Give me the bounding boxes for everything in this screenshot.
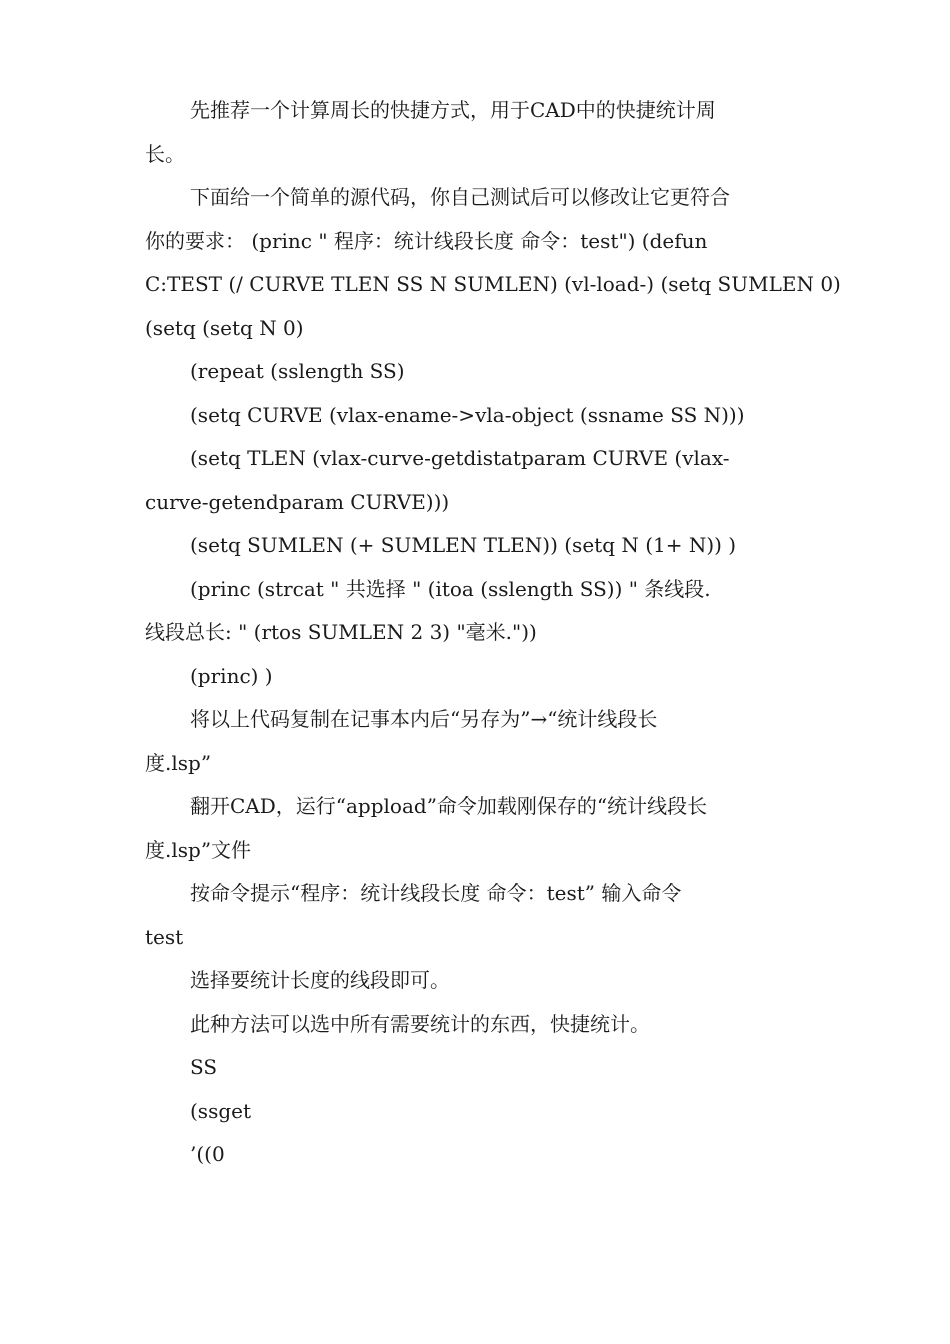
code-line: 线段总长: " (rtos SUMLEN 2 3) "毫米.")) (145, 620, 537, 644)
paragraph-line: 将以上代码复制在记事本内后“另存为”→“统计线段长 (190, 707, 658, 731)
paragraph-line: (ssget (190, 1099, 252, 1123)
paragraph-line: 选择要统计长度的线段即可。 (190, 968, 450, 992)
paragraph-line: 你的要求： (princ " 程序：统计线段长度 命令：test") (defun (145, 229, 708, 253)
code-line: (repeat (sslength SS) (190, 359, 405, 383)
code-line: (princ (strcat " 共选择 " (itoa (sslength SS)) " 条线段. (190, 577, 711, 601)
paragraph-line: 下面给一个简单的源代码，你自己测试后可以修改让它更符合 (190, 185, 730, 209)
paragraph-line: 先推荐一个计算周长的快捷方式，用于CAD中的快捷统计周 (190, 98, 716, 122)
paragraph-line: 长。 (145, 142, 185, 166)
code-line: curve-getendparam CURVE))) (145, 490, 450, 514)
paragraph-line: 此种方法可以选中所有需要统计的东西，快捷统计。 (190, 1012, 650, 1036)
paragraph-line: 度.lsp”文件 (145, 838, 252, 862)
code-line: (setq TLEN (vlax-curve-getdistatparam CURVE (vlax- (190, 446, 730, 470)
paragraph-line: 按命令提示“程序：统计线段长度 命令：test” 输入命令 (190, 881, 682, 905)
code-line: (princ) ) (190, 664, 273, 688)
paragraph-line: ’((0 (190, 1142, 225, 1166)
paragraph-line: test (145, 925, 184, 949)
code-line: (setq (setq N 0) (145, 316, 304, 340)
code-line: C:TEST (/ CURVE TLEN SS N SUMLEN) (vl-load-) (setq SUMLEN 0) (145, 272, 841, 296)
paragraph-line: 翻开CAD，运行“appload”命令加载刚保存的“统计线段长 (190, 794, 708, 818)
code-line: (setq SUMLEN (+ SUMLEN TLEN)) (setq N (1+ N)) ) (190, 533, 737, 557)
paragraph-line: SS (190, 1055, 218, 1079)
paragraph-line: 度.lsp” (145, 751, 212, 775)
code-line: (setq CURVE (vlax-ename->vla-object (ssname SS N))) (190, 403, 745, 427)
